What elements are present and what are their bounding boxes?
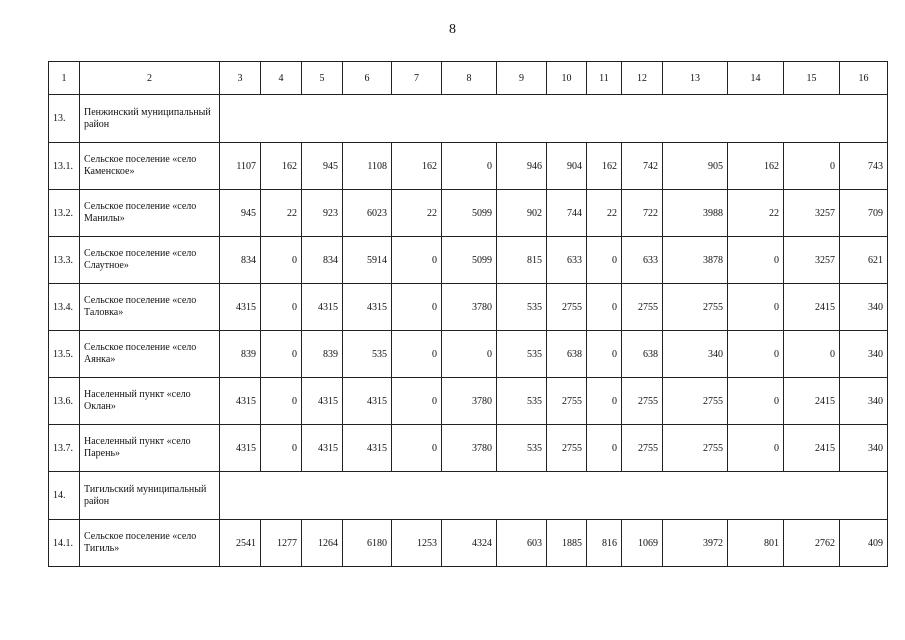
value-cell-col-7: 0 <box>392 331 442 378</box>
row-index: 13.1. <box>49 143 80 190</box>
value-cell-col-14: 0 <box>728 331 784 378</box>
value-cell-col-13: 3878 <box>663 237 728 284</box>
column-header-5: 5 <box>302 62 343 95</box>
value-cell-col-9: 603 <box>497 520 547 567</box>
value-cell-col-10: 638 <box>547 331 587 378</box>
value-cell-col-3: 4315 <box>220 284 261 331</box>
value-cell-col-4: 0 <box>261 284 302 331</box>
column-header-16: 16 <box>840 62 888 95</box>
value-cell-col-13: 905 <box>663 143 728 190</box>
header-row <box>49 62 888 95</box>
value-cell-col-8: 0 <box>442 331 497 378</box>
settlement-name: Сельское поселение «село Аянка» <box>80 331 220 378</box>
value-cell-col-15: 2415 <box>784 378 840 425</box>
value-cell-col-8: 0 <box>442 143 497 190</box>
value-cell-col-13: 2755 <box>663 378 728 425</box>
value-cell-col-14: 0 <box>728 378 784 425</box>
group-row <box>49 95 888 143</box>
value-cell-col-5: 923 <box>302 190 343 237</box>
value-cell-col-12: 722 <box>622 190 663 237</box>
value-cell-col-11: 162 <box>587 143 622 190</box>
value-cell-col-16: 743 <box>840 143 888 190</box>
value-cell-col-8: 3780 <box>442 284 497 331</box>
value-cell-col-14: 0 <box>728 425 784 472</box>
row-index: 14. <box>49 472 80 520</box>
value-cell-col-10: 744 <box>547 190 587 237</box>
value-cell-col-9: 946 <box>497 143 547 190</box>
value-cell-col-15: 2415 <box>784 425 840 472</box>
row-index: 13.2. <box>49 190 80 237</box>
value-cell-col-6: 535 <box>343 331 392 378</box>
data-table <box>48 61 888 567</box>
value-cell-col-5: 4315 <box>302 284 343 331</box>
value-cell-col-11: 0 <box>587 425 622 472</box>
column-header-14: 14 <box>728 62 784 95</box>
value-cell-col-10: 1885 <box>547 520 587 567</box>
value-cell-col-7: 0 <box>392 425 442 472</box>
value-cell-col-5: 839 <box>302 331 343 378</box>
value-cell-col-6: 5914 <box>343 237 392 284</box>
value-cell-col-6: 6180 <box>343 520 392 567</box>
table-row <box>49 425 888 472</box>
value-cell-col-16: 340 <box>840 284 888 331</box>
settlement-name: Сельское поселение «село Каменское» <box>80 143 220 190</box>
value-cell-col-3: 4315 <box>220 425 261 472</box>
value-cell-col-8: 3780 <box>442 425 497 472</box>
table-row <box>49 284 888 331</box>
column-header-8: 8 <box>442 62 497 95</box>
page-number: 8 <box>449 22 456 37</box>
value-cell-col-16: 709 <box>840 190 888 237</box>
row-index: 14.1. <box>49 520 80 567</box>
value-cell-col-4: 0 <box>261 378 302 425</box>
table-row <box>49 143 888 190</box>
value-cell-col-3: 945 <box>220 190 261 237</box>
table-row <box>49 237 888 284</box>
value-cell-col-4: 22 <box>261 190 302 237</box>
value-cell-col-4: 162 <box>261 143 302 190</box>
value-cell-col-15: 0 <box>784 331 840 378</box>
value-cell-col-13: 340 <box>663 331 728 378</box>
value-cell-col-7: 1253 <box>392 520 442 567</box>
value-cell-col-15: 2415 <box>784 284 840 331</box>
column-header-6: 6 <box>343 62 392 95</box>
value-cell-col-9: 535 <box>497 284 547 331</box>
value-cell-col-7: 0 <box>392 284 442 331</box>
value-cell-col-4: 0 <box>261 331 302 378</box>
table-row <box>49 520 888 567</box>
value-cell-col-8: 3780 <box>442 378 497 425</box>
value-cell-col-15: 3257 <box>784 190 840 237</box>
value-cell-col-11: 22 <box>587 190 622 237</box>
value-cell-col-9: 535 <box>497 331 547 378</box>
value-cell-col-9: 815 <box>497 237 547 284</box>
table-row <box>49 331 888 378</box>
value-cell-col-12: 1069 <box>622 520 663 567</box>
value-cell-col-3: 2541 <box>220 520 261 567</box>
value-cell-col-7: 0 <box>392 378 442 425</box>
column-header-10: 10 <box>547 62 587 95</box>
group-row <box>49 472 888 520</box>
value-cell-col-11: 0 <box>587 237 622 284</box>
row-index: 13.3. <box>49 237 80 284</box>
group-empty-cell <box>220 95 888 143</box>
value-cell-col-3: 4315 <box>220 378 261 425</box>
value-cell-col-4: 0 <box>261 237 302 284</box>
value-cell-col-9: 535 <box>497 378 547 425</box>
column-header-12: 12 <box>622 62 663 95</box>
value-cell-col-12: 633 <box>622 237 663 284</box>
column-header-4: 4 <box>261 62 302 95</box>
value-cell-col-5: 4315 <box>302 378 343 425</box>
value-cell-col-6: 1108 <box>343 143 392 190</box>
value-cell-col-10: 2755 <box>547 425 587 472</box>
value-cell-col-4: 0 <box>261 425 302 472</box>
settlement-name: Населенный пункт «село Парень» <box>80 425 220 472</box>
value-cell-col-11: 0 <box>587 284 622 331</box>
value-cell-col-13: 2755 <box>663 284 728 331</box>
value-cell-col-14: 22 <box>728 190 784 237</box>
column-header-7: 7 <box>392 62 442 95</box>
value-cell-col-9: 902 <box>497 190 547 237</box>
settlement-name: Населенный пункт «село Оклан» <box>80 378 220 425</box>
value-cell-col-8: 5099 <box>442 237 497 284</box>
value-cell-col-3: 839 <box>220 331 261 378</box>
value-cell-col-15: 0 <box>784 143 840 190</box>
district-name: Пенжинский муниципальный район <box>80 95 220 143</box>
value-cell-col-13: 3988 <box>663 190 728 237</box>
value-cell-col-3: 834 <box>220 237 261 284</box>
value-cell-col-8: 4324 <box>442 520 497 567</box>
value-cell-col-7: 0 <box>392 237 442 284</box>
column-header-15: 15 <box>784 62 840 95</box>
value-cell-col-12: 742 <box>622 143 663 190</box>
value-cell-col-16: 621 <box>840 237 888 284</box>
value-cell-col-14: 0 <box>728 284 784 331</box>
column-header-3: 3 <box>220 62 261 95</box>
value-cell-col-14: 0 <box>728 237 784 284</box>
value-cell-col-6: 4315 <box>343 425 392 472</box>
table-row <box>49 378 888 425</box>
value-cell-col-15: 3257 <box>784 237 840 284</box>
column-header-11: 11 <box>587 62 622 95</box>
settlement-name: Сельское поселение «село Манилы» <box>80 190 220 237</box>
settlement-name: Сельское поселение «село Тигиль» <box>80 520 220 567</box>
value-cell-col-5: 834 <box>302 237 343 284</box>
value-cell-col-12: 2755 <box>622 425 663 472</box>
value-cell-col-6: 4315 <box>343 378 392 425</box>
value-cell-col-12: 2755 <box>622 378 663 425</box>
value-cell-col-10: 904 <box>547 143 587 190</box>
value-cell-col-4: 1277 <box>261 520 302 567</box>
value-cell-col-14: 162 <box>728 143 784 190</box>
value-cell-col-13: 3972 <box>663 520 728 567</box>
row-index: 13.7. <box>49 425 80 472</box>
value-cell-col-6: 6023 <box>343 190 392 237</box>
value-cell-col-8: 5099 <box>442 190 497 237</box>
value-cell-col-11: 816 <box>587 520 622 567</box>
value-cell-col-11: 0 <box>587 378 622 425</box>
group-empty-cell <box>220 472 888 520</box>
value-cell-col-5: 4315 <box>302 425 343 472</box>
settlement-name: Сельское поселение «село Слаутное» <box>80 237 220 284</box>
value-cell-col-16: 340 <box>840 378 888 425</box>
value-cell-col-6: 4315 <box>343 284 392 331</box>
table-body <box>49 62 888 567</box>
value-cell-col-15: 2762 <box>784 520 840 567</box>
value-cell-col-16: 340 <box>840 425 888 472</box>
value-cell-col-16: 340 <box>840 331 888 378</box>
table-row <box>49 190 888 237</box>
column-header-9: 9 <box>497 62 547 95</box>
value-cell-col-16: 409 <box>840 520 888 567</box>
row-index: 13.4. <box>49 284 80 331</box>
value-cell-col-9: 535 <box>497 425 547 472</box>
row-index: 13.6. <box>49 378 80 425</box>
value-cell-col-7: 22 <box>392 190 442 237</box>
value-cell-col-10: 2755 <box>547 378 587 425</box>
row-index: 13. <box>49 95 80 143</box>
value-cell-col-11: 0 <box>587 331 622 378</box>
value-cell-col-13: 2755 <box>663 425 728 472</box>
value-cell-col-14: 801 <box>728 520 784 567</box>
value-cell-col-5: 945 <box>302 143 343 190</box>
value-cell-col-10: 633 <box>547 237 587 284</box>
row-index: 13.5. <box>49 331 80 378</box>
value-cell-col-12: 2755 <box>622 284 663 331</box>
value-cell-col-10: 2755 <box>547 284 587 331</box>
column-header-13: 13 <box>663 62 728 95</box>
column-header-2: 2 <box>80 62 220 95</box>
district-name: Тигильский муниципальный район <box>80 472 220 520</box>
value-cell-col-7: 162 <box>392 143 442 190</box>
settlement-name: Сельское поселение «село Таловка» <box>80 284 220 331</box>
column-header-1: 1 <box>49 62 80 95</box>
value-cell-col-12: 638 <box>622 331 663 378</box>
value-cell-col-3: 1107 <box>220 143 261 190</box>
value-cell-col-5: 1264 <box>302 520 343 567</box>
